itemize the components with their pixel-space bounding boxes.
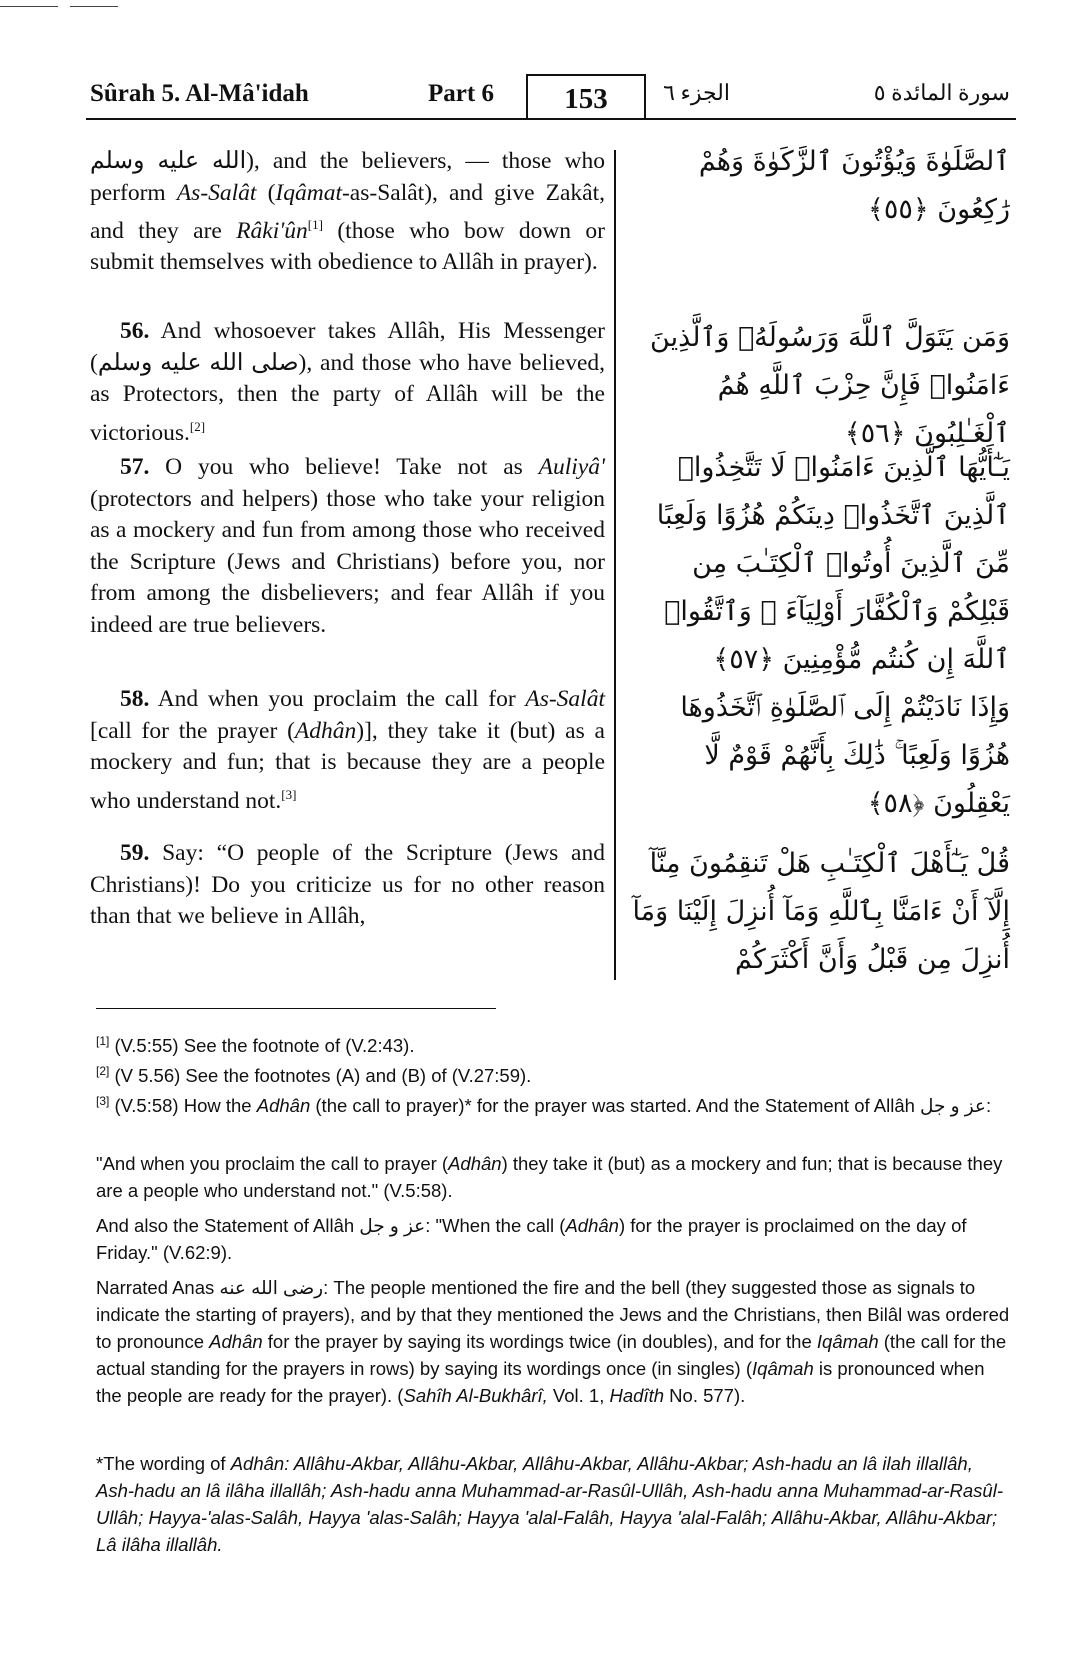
top-mark-line — [0, 6, 58, 7]
verse-59-arabic: قُلْ يَـٰٓأَهْلَ ٱلْكِتَـٰبِ هَلْ تَنقِمُونَ مِنَّآ إِلَّآ أَنْ ءَامَنَّا بِٱللَّهِ وَمَآ أُنزِلَ إِلَيْنَا وَمَآ أُنزِلَ مِن قَبْلُ وَأَنَّ أَكْثَرَكُمْ — [632, 848, 1010, 975]
verse-58-english: 58. And when you proclaim the call for As-Salât [call for the prayer (Adhân)], they take it (but) as a mockery and fun; that is because they are a people who understand not.[3] — [90, 686, 605, 814]
footnote-rule — [96, 1008, 496, 1009]
surah-title-arabic: سورة المائدة ٥ — [873, 80, 1010, 105]
column-divider — [614, 150, 616, 980]
verse-55-arabic: ٱلصَّلَوٰةَ وَيُؤْتُونَ ٱلزَّكَوٰةَ وَهُمْ رَٰكِعُونَ ﴿٥٥﴾ — [698, 146, 1010, 225]
verse-57-arabic: يَـٰٓأَيُّهَا ٱلَّذِينَ ءَامَنُوا۟ لَا تَتَّخِذُوا۟ ٱلَّذِينَ ٱتَّخَذُوا۟ دِينَكُمْ هُزُوًا وَلَعِبًا مِّنَ ٱلَّذِينَ أُوتُوا۟ ٱلْكِتَـٰبَ مِن قَبْلِكُمْ وَٱلْكُفَّارَ أَوْلِيَآءَ ۚ وَٱتَّقُوا۟ ٱللَّهَ إِن كُنتُم مُّؤْمِنِينَ ﴿٥٧﴾ — [656, 452, 1010, 675]
verse-58-arabic: وَإِذَا نَادَيْتُمْ إِلَى ٱلصَّلَوٰةِ ٱتَّخَذُوهَا هُزُوًا وَلَعِبًا ۚ ذَٰلِكَ بِأَنَّهُمْ قَوْمٌ لَّا يَعْقِلُونَ ﴿٥٨﴾ — [680, 692, 1010, 819]
footnote-narration: Narrated Anas رضى الله عنه: The people mentioned the fire and the bell (they suggested those as signals to indicate the starting of prayers), and by that they mentioned the Jews and the Christians, then Bilâl was ordered to pronounce Adhân for the prayer by saying its wordings twice (in doubles), and for the Iqâmah (the call for the actual standing for the prayers in rows) by saying its wordings once (in singles) (Iqâmah is pronounced when the people are ready for the prayer). (Sahîh Al-Bukhârî, Vol. 1, Hadîth No. 577). — [96, 1277, 1010, 1406]
footnote-quote-2: And also the Statement of Allâh عز و جل: "When the call (Adhân) for the prayer is proclaimed on the day of Friday." (V.62:9). — [96, 1215, 967, 1263]
verse-59-english: 59. Say: “O people of the Scripture (Jews and Christians)! Do you criticize us for no other reason than that we believe in Allâh, — [90, 840, 605, 929]
footnote-adhan-wording: *The wording of Adhân: Allâhu-Akbar, Allâhu-Akbar, Allâhu-Akbar, Allâhu-Akbar; Ash-hadu an lâ ilah illallâh, Ash-hadu an lâ ilâha illallâh; Ash-hadu anna Muhammad-ar-Rasûl-Ullâh, Ash-hadu anna Muhammad-ar-Rasûl-Ullâh; Hayya-'alas-Salâh, Hayya 'alas-Salâh; Hayya 'alal-Falâh, Hayya 'alal-Falâh; Allâhu-Akbar, Allâhu-Akbar; Lâ ilâha illallâh. — [96, 1453, 1003, 1555]
verse-56-english: 56. And whosoever takes Allâh, His Messenger (صلى الله عليه وسلم), and those who have believed, as Protectors, then the party of Allâh will be the victorious.[2] — [90, 318, 605, 446]
footnote-2: [2] (V 5.56) See the footnotes (A) and (B) of (V.27:59). — [96, 1064, 532, 1087]
verse-57-english: 57. O you who believe! Take not as Auliyâ' (protectors and helpers) those who take your religion as a mockery and fun from among those who received the Scripture (Jews and Christians) before you, nor from among the disbelievers; and fear Allâh if you indeed are true believers. — [90, 454, 605, 638]
page-number: 153 — [526, 74, 646, 118]
surah-title-english: Sûrah 5. Al-Mâ'idah — [90, 80, 309, 107]
top-mark-line — [70, 6, 118, 7]
footnote-3: [3] (V.5:58) How the Adhân (the call to prayer)* for the prayer was started. And the Statement of Allâh عز و جل: — [96, 1094, 992, 1117]
header-rule — [86, 118, 1016, 120]
verse-55-english: الله عليه وسلم), and the believers, — those who perform As-Salât (Iqâmat-as-Salât), and give Zakât, and they are Râki'ûn[1] (those who bow down or submit themselves with obedience to Allâh in prayer). — [90, 148, 606, 276]
footnote-1: [1] (V.5:55) See the footnote of (V.2:43). — [96, 1034, 415, 1057]
verse-56-arabic: وَمَن يَتَوَلَّ ٱللَّهَ وَرَسُولَهُۥ وَٱلَّذِينَ ءَامَنُوا۟ فَإِنَّ حِزْبَ ٱللَّهِ هُمُ ٱلْغَـٰلِبُونَ ﴿٥٦﴾ — [650, 322, 1010, 449]
juz-label-arabic: الجزء ٦ — [663, 80, 730, 105]
part-label: Part 6 — [428, 80, 494, 107]
footnote-quote-1: "And when you proclaim the call to prayer (Adhân) they take it (but) as a mockery and fun; that is because they are a people who understand not." (V.5:58). — [96, 1153, 1003, 1201]
